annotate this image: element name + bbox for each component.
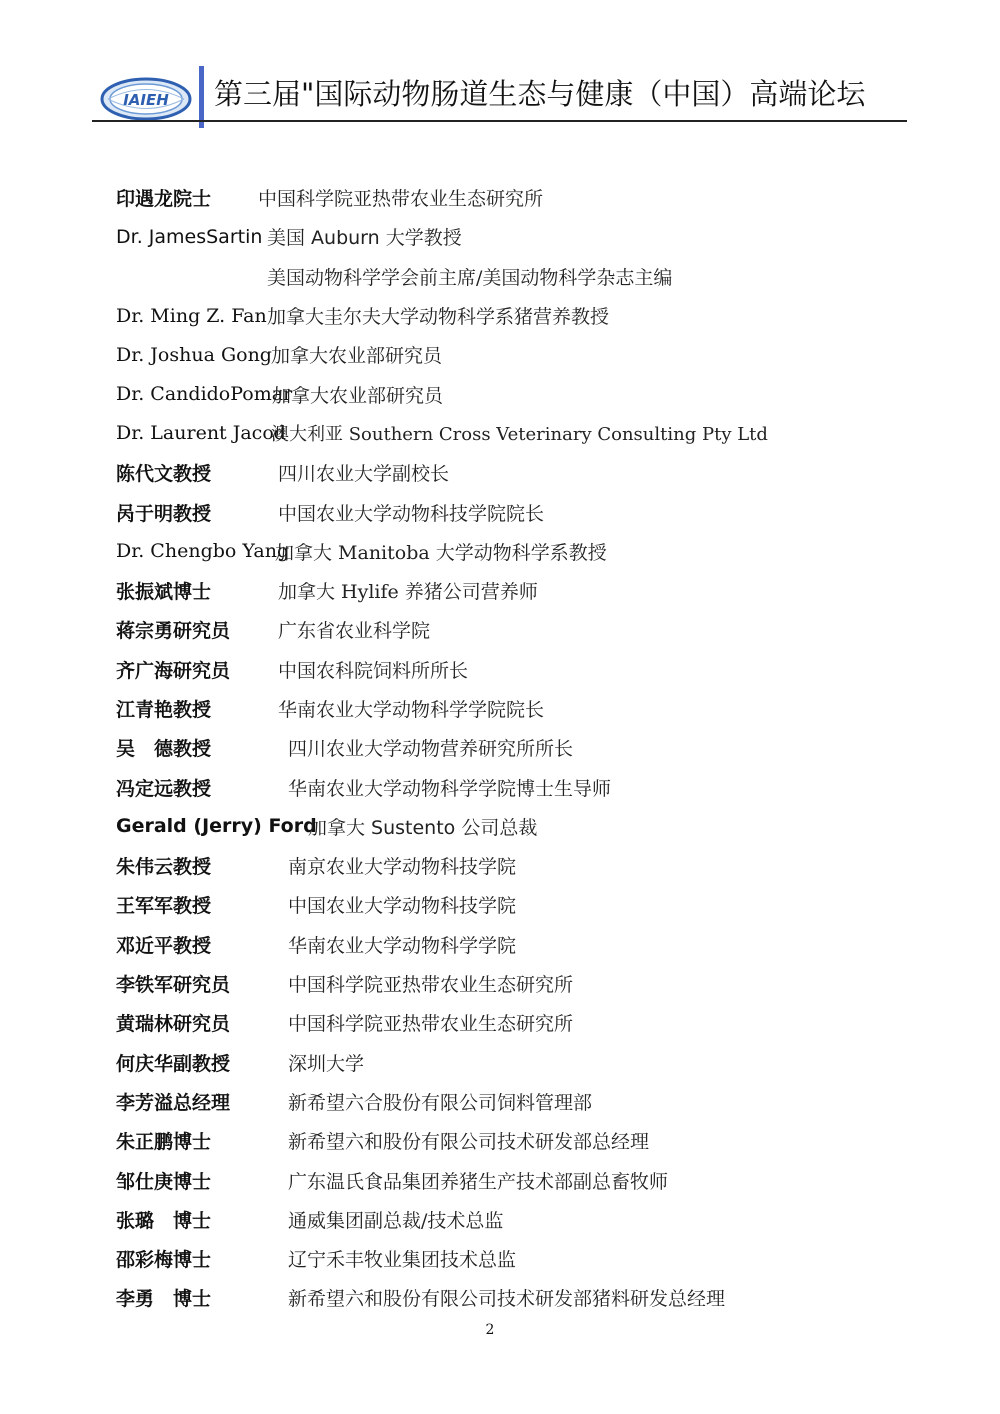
- attendee-name: Dr. JamesSartin: [116, 225, 263, 248]
- list-item: [116, 335, 916, 374]
- attendee-affiliation: 中国农业大学动物科技学院院长: [278, 502, 545, 525]
- list-item: [116, 1239, 916, 1278]
- attendee-name: 江青艳教授: [116, 699, 212, 721]
- attendee-name: Dr. CandidoPomar: [116, 383, 293, 406]
- list-item: [116, 296, 916, 335]
- attendee-name: 邹仕庚博士: [116, 1170, 212, 1193]
- list-item: [116, 885, 916, 924]
- attendee-affiliation: 辽宁禾丰牧业集团技术总监: [288, 1249, 517, 1272]
- header-accent-bar: [199, 66, 204, 128]
- attendee-name: 朱正鹏博士: [116, 1131, 212, 1154]
- attendee-name: 李勇 博士: [116, 1288, 212, 1311]
- attendee-affiliation: 中国农科院饲料所所长: [278, 659, 469, 682]
- attendee-name: 邓近平教授: [116, 934, 212, 957]
- list-item: [116, 1121, 916, 1160]
- list-item: [116, 571, 916, 610]
- attendee-affiliation: 华南农业大学动物科学学院院长: [278, 699, 545, 721]
- attendee-name: 蒋宗勇研究员: [116, 620, 231, 643]
- attendee-affiliation: 美国 Auburn 大学教授: [267, 227, 462, 250]
- page-header: [0, 0, 1000, 130]
- header-divider: [92, 120, 907, 122]
- list-item: [116, 257, 916, 296]
- attendee-name: 黄瑞林研究员: [116, 1013, 231, 1036]
- list-item: [116, 767, 916, 806]
- attendee-affiliation: 新希望六和股份有限公司技术研发部总经理: [288, 1131, 650, 1154]
- attendee-name: 呙于明教授: [116, 502, 212, 525]
- page-number: 2: [485, 1322, 495, 1338]
- list-item: [116, 1278, 916, 1317]
- attendee-affiliation: 加拿大农业部研究员: [272, 384, 444, 407]
- list-item: [116, 374, 916, 413]
- attendee-affiliation: 美国动物科学学会前主席/美国动物科学杂志主编: [267, 266, 673, 289]
- attendee-name: 朱伟云教授: [116, 856, 212, 879]
- attendee-affiliation: 加拿大圭尔夫大学动物科学系猪营养教授: [267, 306, 610, 329]
- attendee-affiliation: 通威集团副总裁/技术总监: [288, 1209, 504, 1232]
- list-item: [116, 1200, 916, 1239]
- attendee-affiliation: 南京农业大学动物科技学院: [288, 856, 517, 879]
- attendee-affiliation: 广东温氏食品集团养猪生产技术部副总畜牧师: [288, 1170, 669, 1193]
- attendee-affiliation: 加拿大农业部研究员: [271, 345, 443, 368]
- attendee-list: [116, 178, 916, 1318]
- attendee-affiliation: 新希望六合股份有限公司饲料管理部: [288, 1091, 593, 1114]
- attendee-name: 何庆华副教授: [116, 1052, 231, 1075]
- list-item: [116, 650, 916, 689]
- list-item: [116, 807, 916, 846]
- attendee-affiliation: 澳大利亚 Southern Cross Veterinary Consulting Pty Ltd: [271, 424, 768, 446]
- attendee-affiliation: 加拿大 Manitoba 大学动物科学系教授: [275, 541, 607, 564]
- attendee-name: 齐广海研究员: [116, 659, 231, 682]
- attendee-name: Dr. Ming Z. Fan: [116, 304, 267, 327]
- list-item: [116, 1082, 916, 1121]
- attendee-affiliation: 华南农业大学动物科学学院博士生导师: [288, 777, 612, 800]
- list-item: [116, 1160, 916, 1199]
- list-item: [116, 532, 916, 571]
- attendee-affiliation: 加拿大 Hylife 养猪公司营养师: [278, 581, 538, 604]
- logo-text: IAIEH: [123, 91, 169, 109]
- attendee-name: 李铁军研究员: [116, 974, 231, 997]
- list-item: [116, 178, 916, 217]
- list-item: [116, 964, 916, 1003]
- list-item: [116, 453, 916, 492]
- list-item: [116, 217, 916, 256]
- list-item: [116, 728, 916, 767]
- attendee-affiliation: 深圳大学: [288, 1052, 365, 1075]
- attendee-name: 邵彩梅博士: [116, 1249, 212, 1272]
- attendee-name: Dr. Joshua Gong: [116, 343, 272, 366]
- attendee-name: 李芳溢总经理: [116, 1091, 231, 1114]
- attendee-affiliation: 华南农业大学动物科学学院: [288, 934, 517, 957]
- attendee-name: 张振斌博士: [116, 581, 212, 604]
- attendee-name: 陈代文教授: [116, 463, 212, 486]
- attendee-name: Dr. Laurent Jacod: [116, 422, 286, 445]
- list-item: [116, 1003, 916, 1042]
- attendee-affiliation: 中国科学院亚热带农业生态研究所: [288, 974, 574, 997]
- attendee-affiliation: 中国科学院亚热带农业生态研究所: [258, 188, 544, 211]
- attendee-affiliation: 新希望六和股份有限公司技术研发部猪料研发总经理: [288, 1288, 726, 1311]
- attendee-affiliation: 加拿大 Sustento 公司总裁: [308, 816, 538, 839]
- attendee-name: 王军军教授: [116, 895, 212, 918]
- list-item: [116, 1043, 916, 1082]
- list-item: [116, 492, 916, 531]
- attendee-affiliation: 四川农业大学动物营养研究所所长: [288, 738, 574, 761]
- attendee-name: Gerald (Jerry) Ford: [116, 815, 317, 838]
- attendee-name: 吴 德教授: [116, 738, 212, 761]
- list-item: [116, 414, 916, 453]
- page-title: 第三届"国际动物肠道生态与健康（中国）高端论坛: [214, 77, 866, 111]
- forum-logo: [100, 76, 192, 122]
- attendee-affiliation: 中国农业大学动物科技学院: [288, 895, 517, 918]
- attendee-affiliation: 中国科学院亚热带农业生态研究所: [288, 1013, 574, 1036]
- list-item: [116, 689, 916, 728]
- attendee-name: 冯定远教授: [116, 777, 212, 800]
- attendee-affiliation: 四川农业大学副校长: [278, 463, 450, 486]
- attendee-name: 张璐 博士: [116, 1209, 212, 1232]
- list-item: [116, 925, 916, 964]
- attendee-name: 印遇龙院士: [116, 188, 212, 211]
- attendee-name: Dr. Chengbo Yang: [116, 540, 290, 563]
- list-item: [116, 846, 916, 885]
- list-item: [116, 610, 916, 649]
- attendee-affiliation: 广东省农业科学院: [278, 620, 431, 643]
